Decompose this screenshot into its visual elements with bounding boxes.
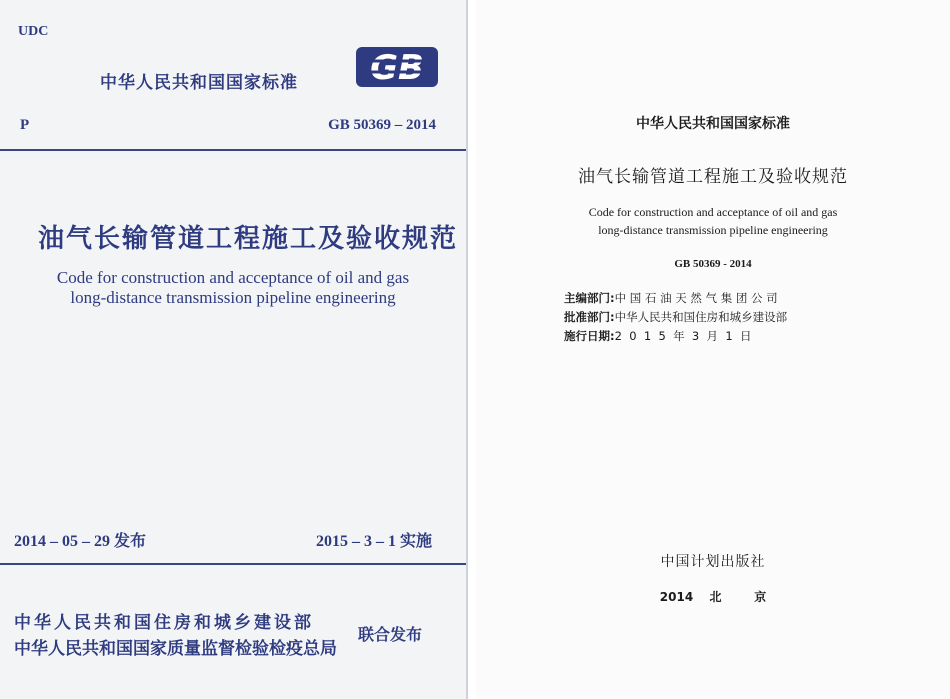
title-chinese: 油气长输管道工程施工及验收规范 <box>38 224 459 254</box>
effective-date-value: 2 0 1 5 年 3 月 1 日 <box>614 329 752 343</box>
title-page-title-chinese: 油气长输管道工程施工及验收规范 <box>578 167 848 187</box>
gb-logo-text: GB <box>370 48 424 88</box>
gb-logo <box>355 46 439 88</box>
publisher-line1: 中华人民共和国住房和城乡建设部 <box>14 613 314 633</box>
approver-line <box>564 309 787 325</box>
chief-editor-value: 中 国 石 油 天 然 气 集 团 公 司 <box>614 291 778 305</box>
approver-label: 批准部门: <box>564 310 615 324</box>
bottom-rule <box>0 563 466 565</box>
top-rule <box>0 149 466 151</box>
title-page-title-english-line2: long-distance transmission pipeline engineering <box>598 223 828 237</box>
cover-page <box>0 0 468 699</box>
approver-value: 中华人民共和国住房和城乡建设部 <box>614 310 788 324</box>
title-english-line1: Code for construction and acceptance of oil and gas <box>56 268 410 287</box>
implement-date: 2015 – 3 – 1 实施 <box>315 533 432 550</box>
effective-date-label: 施行日期: <box>564 329 615 343</box>
publisher-name: 中国计划出版社 <box>660 554 766 570</box>
category-code: P <box>20 117 30 133</box>
title-page-code: GB 50369 - 2014 <box>674 258 752 270</box>
standard-type: 中华人民共和国国家标准 <box>100 73 298 93</box>
title-page-standard-type: 中华人民共和国国家标准 <box>636 116 790 132</box>
title-english-line2: long-distance transmission pipeline engineering <box>70 288 396 307</box>
joint-issue-label: 联合发布 <box>358 625 423 644</box>
chief-editor-label: 主编部门: <box>564 291 615 305</box>
standard-code: GB 50369 – 2014 <box>328 117 436 133</box>
effective-date-line <box>564 328 752 344</box>
publisher-line2: 中华人民共和国国家质量监督检验检疫总局 <box>14 639 337 659</box>
title-page <box>476 0 950 699</box>
title-page-title-english-line1: Code for construction and acceptance of oil and gas <box>588 205 838 219</box>
chief-editor-line <box>564 290 778 306</box>
issue-date: 2014 – 05 – 29 发布 <box>14 533 147 550</box>
udc-label: UDC <box>18 24 49 39</box>
publish-year-city: 2014 北 京 <box>659 590 767 604</box>
